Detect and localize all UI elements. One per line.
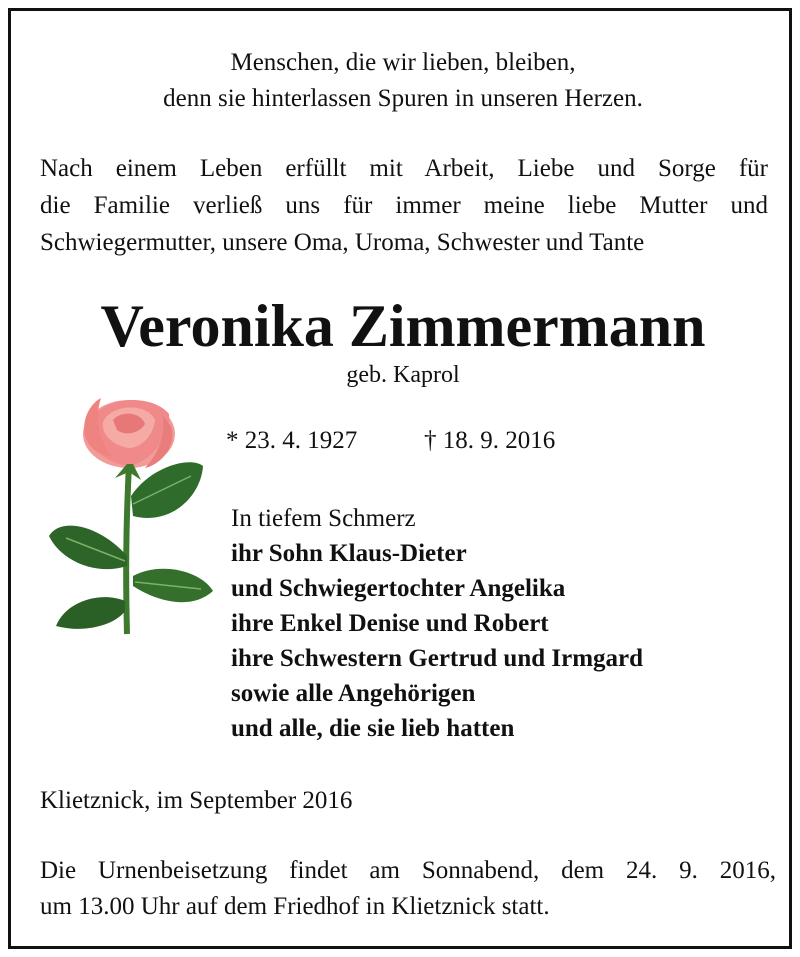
- mourner-line: und alle, die sie lieb hatten: [231, 715, 515, 742]
- mourners-intro: In tiefem Schmerz: [231, 505, 416, 532]
- place-date: Klietznick, im September 2016: [40, 787, 353, 814]
- obituary-frame: [8, 8, 792, 949]
- intro-line-3: Schwiegermutter, unsere Oma, Uroma, Schwester und Tante: [40, 229, 645, 256]
- mourner-line: ihre Enkel Denise und Robert: [231, 610, 549, 637]
- mourner-line: und Schwiegertochter Angelika: [231, 575, 566, 602]
- intro-text: [40, 150, 768, 261]
- quote-line-1: Menschen, die wir lieben, bleiben,: [230, 49, 576, 76]
- death-date: † 18. 9. 2016: [424, 427, 556, 454]
- rose-image: [41, 386, 221, 636]
- deceased-name: Veronika Zimmermann: [100, 293, 706, 359]
- birth-date: * 23. 4. 1927: [226, 427, 358, 454]
- burial-line-1: Die Urnenbeisetzung findet am Sonnabend, dem 24. 9. 2016,: [40, 857, 776, 884]
- mourners-block: [231, 501, 643, 746]
- burial-line-2: um 13.00 Uhr auf dem Friedhof in Klietznick statt.: [40, 893, 550, 920]
- burial-notice: [40, 853, 776, 925]
- intro-line-2: die Familie verließ uns für immer meine liebe Mutter und: [40, 192, 768, 219]
- quote-line-2: denn sie hinterlassen Spuren in unseren Herzen.: [163, 85, 643, 112]
- mourner-line: ihr Sohn Klaus-Dieter: [231, 540, 467, 567]
- intro-line-1: Nach einem Leben erfüllt mit Arbeit, Liebe und Sorge für: [40, 155, 768, 182]
- mourner-line: sowie alle Angehörigen: [231, 680, 476, 707]
- maiden-name: geb. Kaprol: [346, 362, 460, 388]
- mourner-line: ihre Schwestern Gertrud und Irmgard: [231, 645, 644, 672]
